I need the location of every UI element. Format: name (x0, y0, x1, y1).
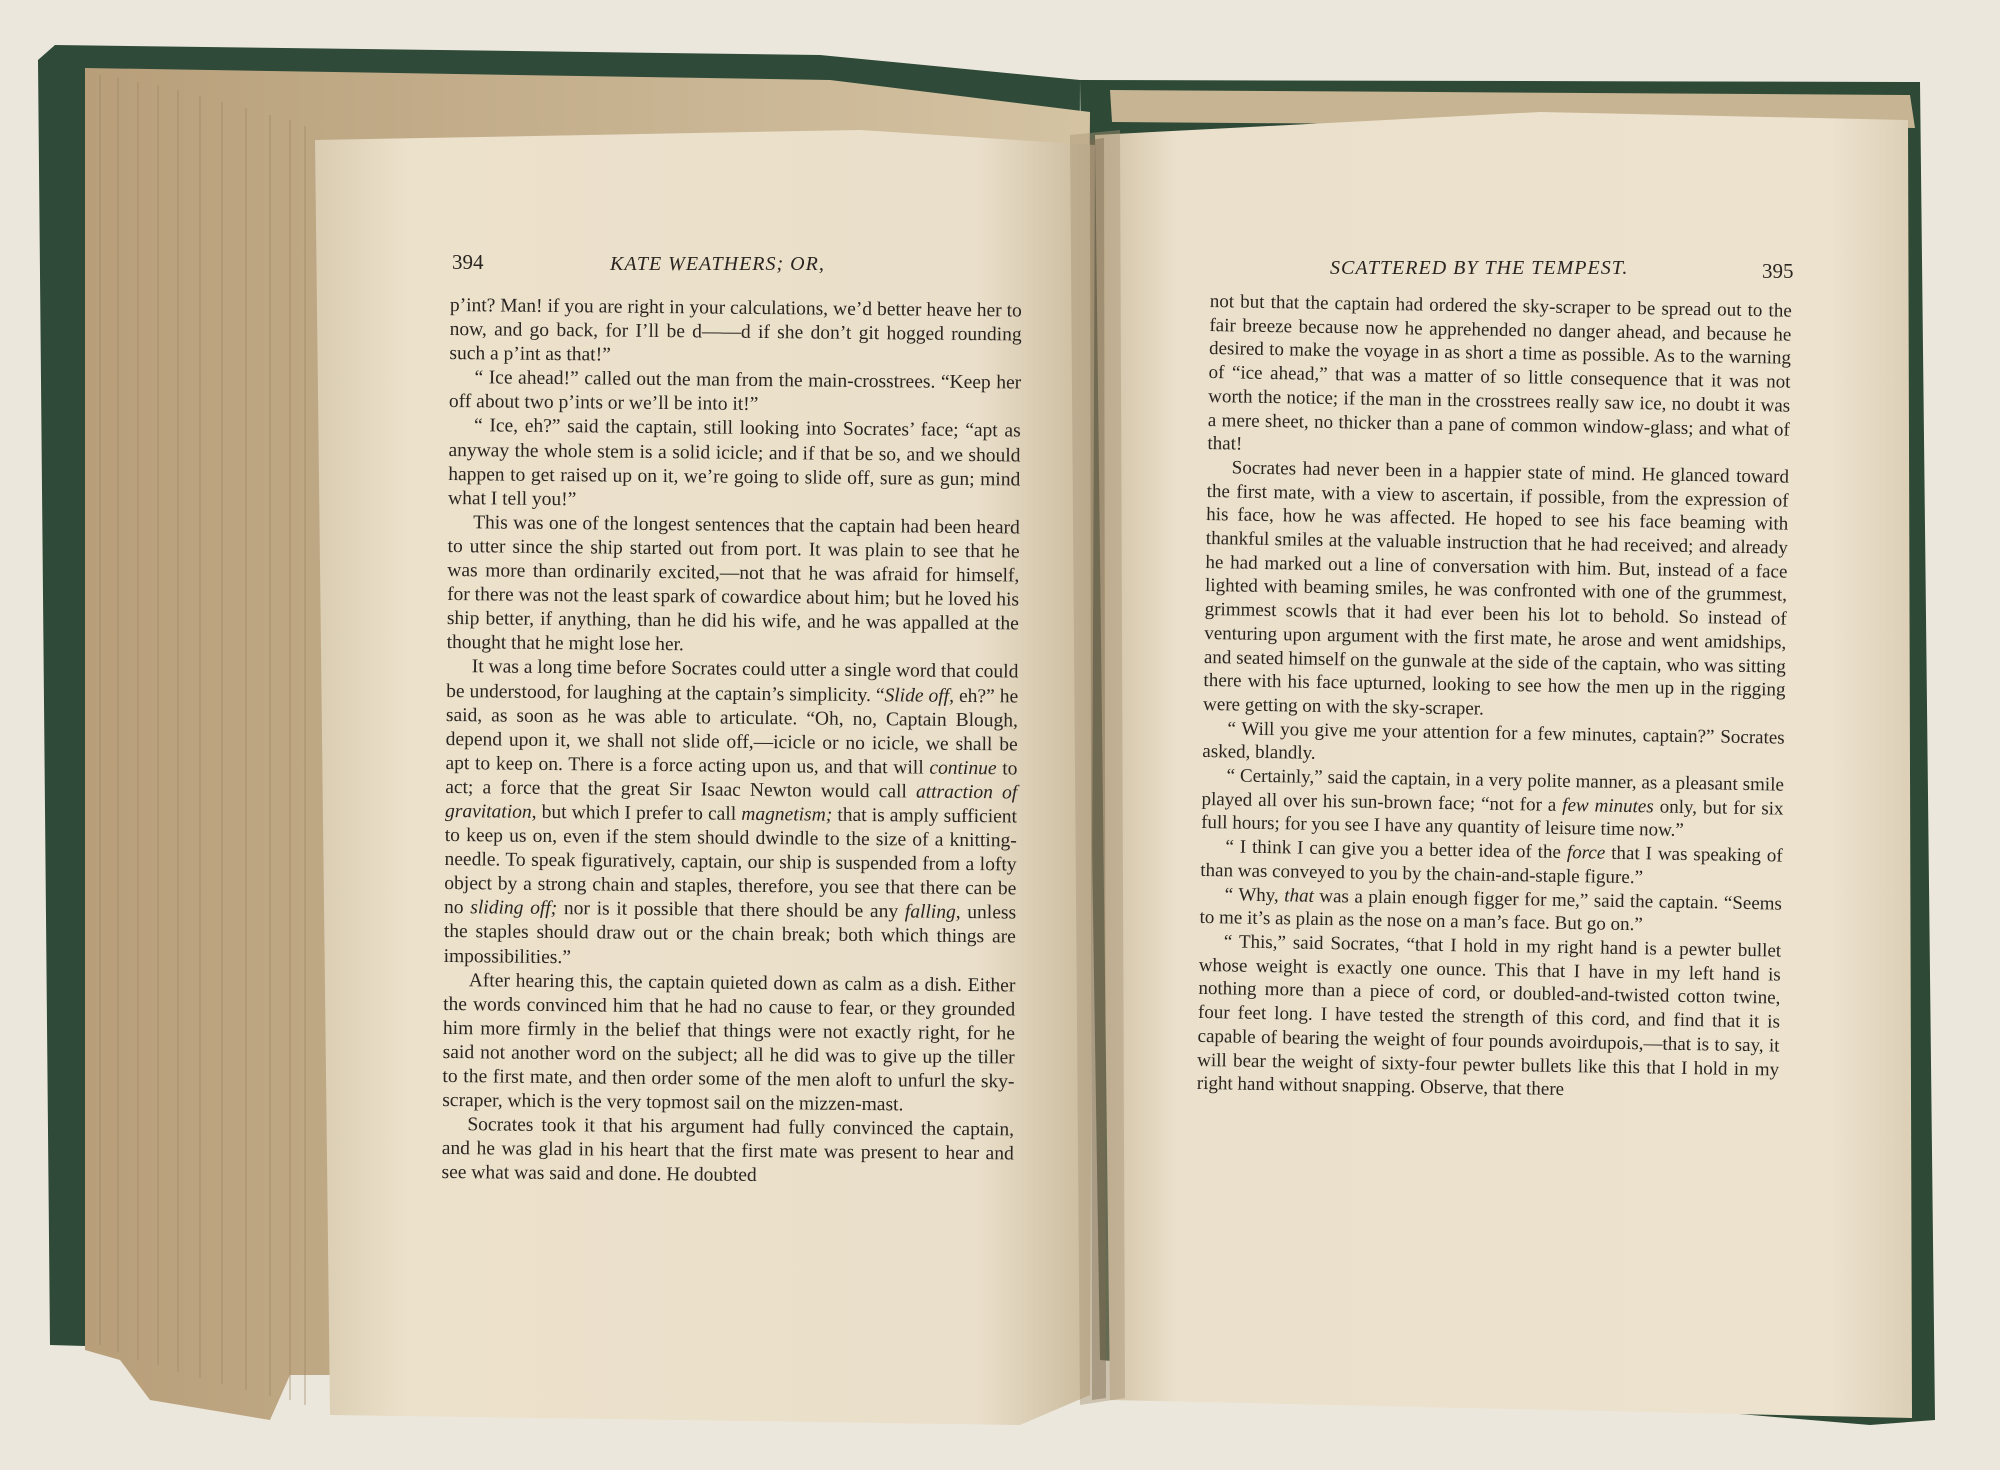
italic-text: falling (904, 901, 956, 924)
italic-text: sliding off; (470, 897, 558, 920)
paragraph (1207, 290, 1792, 466)
text-run: “ This,” said Socrates, “that I hold in my right hand is a pewter bullet whose weight is exactly one ounce. This that I have in my left hand is nothing more than a piece of cord, or doubled-and-twisted cotton twine, four feet long. I have tested the strength of this cord, and find that it is capable of bearing the weight of four pounds avoirdupois,—that is to say, it will bear the weight of sixty-four pewter bullets like this that I hold in my right hand without snapping. Observe, that there (1196, 931, 1782, 1101)
italic-text: force (1566, 842, 1606, 864)
text-run: After hearing this, the captain quieted down as calm as a dish. Either the words convinced him that he had no cause to fear, or they grounded him more firmly in the belief that things were not exactly right, for he said not another word on the subject; all he did was to give up the tiller to the first mate, and then order some of the men aloft to unfurl the sky-scraper, which is the very topmost sail on the mizzen-mast. (442, 969, 1016, 1116)
right-page-number: 395 (1762, 259, 1794, 283)
text-run: that I was speaking of than was conveyed to you by the chain-and-staple figure.” (1200, 842, 1783, 889)
text-run: , eh?” he said, as soon as he was able to articulate. “Oh, no, Captain Blough, depend upon it, we shall not slide off,—icicle or no icicle, we shall be apt to keep on. There is a force acting upon us, and that will (445, 685, 1019, 779)
text-run: “ Certainly,” said the captain, in a very polite manner, as a pleasant smile played all over his sun-brown face; “not for a (1201, 765, 1785, 816)
text-run: not but that the captain had ordered the sky-scraper to be spread out to the fair breeze because now he apprehended no danger ahead, and because he desired to make the voyage in as short a time as possible. As to the warning of “ice ahead,” that was a matter of so little consequence that it was not worth the notice; if the man in the crosstrees really saw ice, no doubt it was a mere sheet, no thicker than a pane of common window-glass; and what of that! (1207, 290, 1792, 455)
paragraph (1197, 930, 1782, 1106)
italic-text: that (1284, 884, 1315, 907)
italic-text: Slide off (884, 684, 950, 707)
text-run: “ Ice, eh?” said the captain, still looking into Socrates’ face; “apt as anyway the whole stem is a solid icicle; and if that be so, and we should happen to get raised up on it, we’re going to slide off, sure as gun; mind what I tell you!” (447, 415, 1021, 510)
paragraph (1203, 456, 1789, 726)
text-run: “ Will you give me your attention for a few minutes, captain?” Socrates asked, blandly. (1202, 718, 1785, 765)
text-run: only, but for six full hours; for you see I have any quantity of leisure time now.” (1200, 796, 1784, 842)
left-page-body (441, 294, 1022, 1191)
paragraph (449, 366, 1021, 420)
text-run: This was one of the longest sentences that the captain had been heard to utter since the ship started out from port. It was plain to see that he was more than ordinarily excited,—not that he was afraid for himself, for there was not the least spark of cowardice about him; but he loved his ship better, if anything, than he did his wife, and he was appalled at the thought that he might lose her. (446, 512, 1020, 656)
text-run: It was a long time before Socrates could utter a single word that could be understood, for laughing at the captain’s simplicity. “ (446, 656, 1019, 706)
paragraph (441, 1113, 1014, 1191)
text-run: was a plain enough figger for me,” said the captain. “Seems to me it’s as plain as the nose on a man’s face. But go on.” (1199, 885, 1783, 936)
italic-text: continue (929, 757, 997, 780)
italic-text: few minutes (1562, 794, 1654, 818)
text-run: nor is it possible that there should be any (557, 898, 905, 923)
right-page-body (1197, 290, 1792, 1105)
text-run: Socrates had never been in a happier state of mind. He glanced toward the first mate, with a view to ascertain, if possible, from the expression of his face, how he was affected. He hoped to see his face beaming with thankful smiles at the valuable instruction that he had received; and already he had marked out a line of conversation with him. But, instead of a face lighted with beaming smiles, he was confronted with one of the grummest, grimmest scowls that it had ever been his lot to behold. So instead of venturing upon argument with the first mate, he arose and went amidships, and seated himself on the gunwale at the side of the captain, who was sitting there with his face upturned, looking to see how the men up in the rigging were getting on with the sky-scraper. (1202, 457, 1790, 720)
italic-text: magnetism; (741, 803, 833, 826)
paragraph (442, 969, 1015, 1119)
text-run: , but which I prefer to call (531, 801, 742, 825)
paragraph (1201, 764, 1784, 845)
paragraph (449, 294, 1022, 372)
text-run: “ Ice ahead!” called out the man from the main-crosstrees. “Keep her off about two p’ints or we’ll be into it!” (448, 367, 1022, 416)
text-run: Socrates took it that his argument had fully convinced the captain, and he was glad in his heart that the first mate was present to hear and see what was said and done. He doubted (441, 1114, 1015, 1187)
paragraph (448, 414, 1021, 516)
right-running-head: SCATTERED BY THE TEMPEST. (1330, 257, 1629, 279)
text-run: “ I think I can give you a better idea of the (1225, 836, 1568, 864)
paragraph (444, 655, 1019, 974)
text-run: that is amply sufficient to keep us on, even if the stem should dwindle to the size of a knitting-needle. To speak figuratively, captain, our ship is suspended from a lofty object by a strong chain and staples, therefore, you see that there can be no (444, 804, 1018, 919)
paragraph (447, 511, 1020, 661)
italic-text: attraction of gravitation (444, 781, 1018, 823)
left-running-head: KATE WEATHERS; OR, (610, 253, 825, 275)
text-run: “ Why, (1224, 883, 1285, 906)
left-page-number: 394 (452, 250, 484, 274)
text-run: p’int? Man! if you are right in your calculations, we’d better heave her to now, and go back, for I’ll be d——d if she don’t git hogged rounding such a p’int as that!” (449, 294, 1022, 366)
text-run: , unless the staples should draw out or the chain break; both which things are impossibilities.” (443, 902, 1017, 968)
text-run: to act; a force that the great Sir Isaac Newton would call (445, 758, 1018, 803)
